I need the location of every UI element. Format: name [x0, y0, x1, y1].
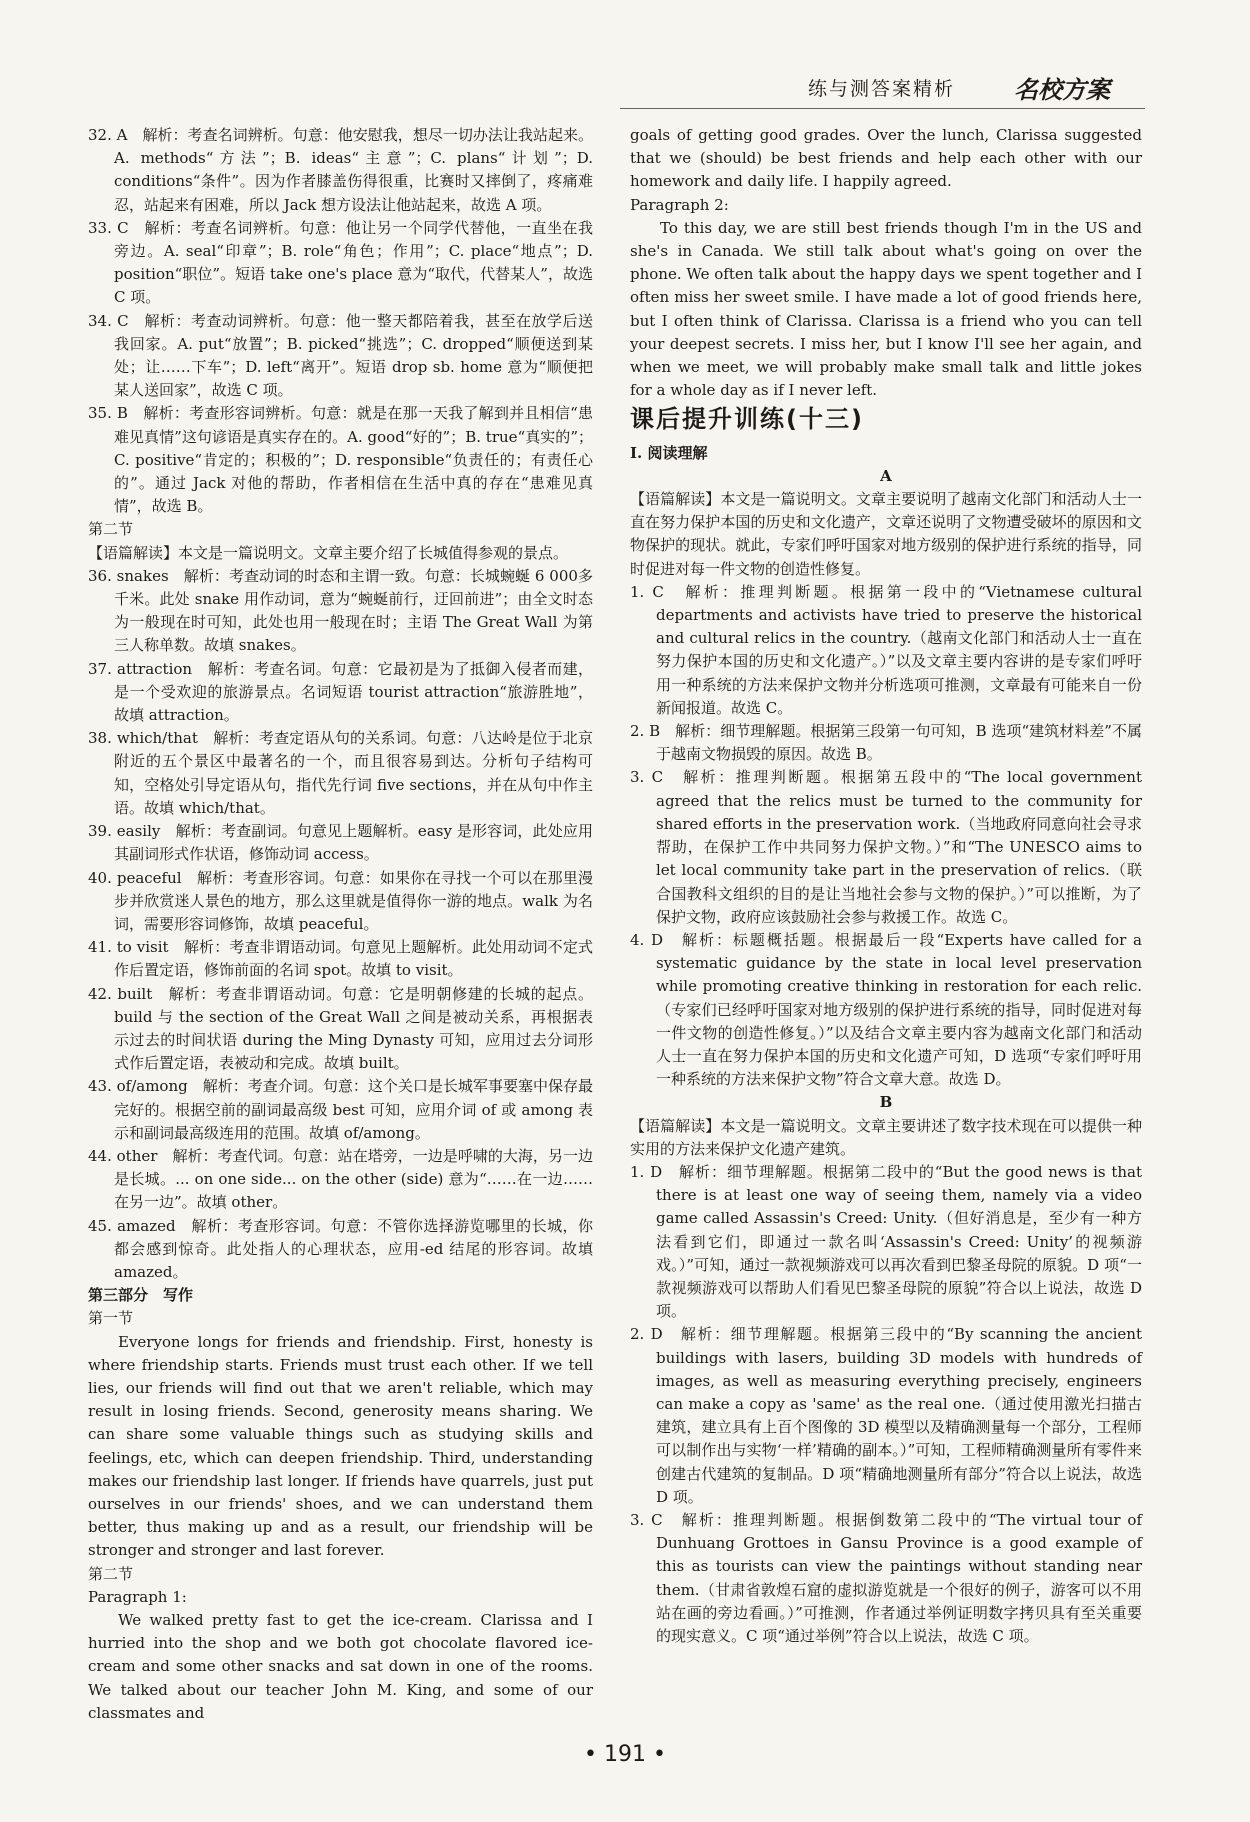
answer-paragraph: 【语篇解读】本文是一篇说明文。文章主要说明了越南文化部门和活动人士一直在努力保护本国的历史和文化遗产，文章还说明了文物遭受破坏的原因和文物保护的现状。就此，专家们呼吁国家对地方级别的保护进行系统的指导，同时促进对每一件文物的创造性修复。	[630, 490, 1142, 578]
answer-paragraph: 41. to visit 解析：考查非谓语动词。句意见上题解析。此处用动词不定式作后置定语，修饰前面的名词 spot。故填 to visit。	[88, 938, 593, 980]
answer-paragraph: 44. other 解析：考查代词。句意：站在塔旁，一边是呼啸的大海，另一边是长城。... on one side... on the other (side) 意为“……在一边……在另一边”。故填 other。	[88, 1146, 593, 1212]
answer-paragraph: 4. D 解析：标题概括题。根据最后一段“Experts have called for a systematic guidance by the state in local level preservation while promoting creative thinking in restoration for each relic.（专家们已经呼吁国家对地方级别的保护进行系统的指导，同时促进对每一件文物的创造性修复。）”以及结合文章主要内容为越南文化部门和活动人士一直在努力保护本国的历史和文化遗产可知，D 选项“专家们呼吁用一种系统的方法来保护文物”符合文章大意。故选 D。	[630, 930, 1142, 1089]
answer-paragraph: 【语篇解读】本文是一篇说明文。文章主要介绍了长城值得参观的景点。	[88, 543, 569, 562]
answer-paragraph: 39. easily 解析：考查副词。句意见上题解析。easy 是形容词，此处应用其副词形式作状语，修饰动词 access。	[88, 822, 593, 864]
answer-paragraph: 第二节	[88, 520, 134, 539]
answer-paragraph: 3. C 解析：推理判断题。根据第五段中的“The local government agreed that the relics must be turned to the community for shared efforts in the preservation work.（当地政府同意向社会寻求帮助，在保护工作中共同努力保护文物。）”和“The UNESCO aims to let local community take part in the preservation of relics.（联合国教科文组织的目的是让当地社会参与文物的保护。）”可以推断，为了保护文物，政府应该鼓励社会参与救援工作。故选 C。	[630, 768, 1142, 926]
page-header	[620, 72, 1145, 109]
answer-paragraph: goals of getting good grades. Over the lunch, Clarissa suggested that we (should) be best friends and help each other with our homework and daily life. I happily agreed.	[630, 126, 1142, 191]
section-title: 课后提升训练(十三)	[630, 405, 864, 434]
answer-paragraph: 38. which/that 解析：考查定语从句的关系词。句意：八达岭是位于北京附近的五个景区中最著名的一个，而且很容易到达。分析句子结构可知，空格处引导定语从句，指代先行词 five sections，并在从句中作主语。故填 which/that。	[88, 729, 593, 817]
page-number: • 191 •	[584, 1742, 666, 1767]
answer-paragraph: 35. B 解析：考查形容词辨析。句意：就是在那一天我了解到并且相信“患难见真情”这句谚语是真实存在的。A. good“好的”；B. true“真实的”；C. positive“肯定的；积极的”；D. responsible“负责任的；有责任心的”。通过 Jack 对他的帮助，作者相信在生活中真的存在“患难见真情”，故选 B。	[88, 404, 593, 516]
answer-paragraph: 37. attraction 解析：考查名词。句意：它最初是为了抵御入侵者而建，是一个受欢迎的旅游景点。名词短语 tourist attraction“旅游胜地”，故填 attraction。	[88, 659, 593, 725]
answer-paragraph: 32. A 解析：考查名词辨析。句意：他安慰我，想尽一切办法让我站起来。A. methods“方法”；B. ideas“主意”；C. plans“计划”；D. conditions“条件”。因为作者膝盖伤得很重，比赛时又摔倒了，疼痛难忍，站起来有困难，所以 Jack 想方设法让他站起来，故选 A 项。	[88, 126, 593, 214]
answer-paragraph: Everyone longs for friends and friendship. First, honesty is where friendship starts. Friends must trust each other. If we tell lies, our friends will find out that we aren't reliable, which may result in losing friends. Second, generosity means sharing. We can share some valuable things such as studying skills and feelings, etc, which can deepen friendship. Third, understanding makes our friendship last longer. If friends have quarrels, just put ourselves in our friends' shoes, and we can understand them better, thus making up and as a result, our friendship will be stronger and stronger and last forever.	[88, 1332, 593, 1560]
answer-paragraph: A	[880, 466, 892, 485]
answer-paragraph: 45. amazed 解析：考查形容词。句意：不管你选择游览哪里的长城，你都会感到惊奇。此处指人的心理状态，应用-ed 结尾的形容词。故填 amazed。	[88, 1216, 593, 1281]
answer-paragraph: 3. C 解析：推理判断题。根据倒数第二段中的“The virtual tour of Dunhuang Grottoes in Gansu Province is a good example of this as tourists can view the paintings without standing near them.（甘肃省敦煌石窟的虚拟游览就是一个很好的例子，游客可以不用站在画的旁边看画。）”可推测，作者通过举例证明数字拷贝具有至关重要的现实意义。C 项“通过举例”符合以上说法，故选 C 项。	[630, 1510, 1142, 1645]
answer-paragraph: 42. built 解析：考查非谓语动词。句意：它是明朝修建的长城的起点。build 与 the section of the Great Wall 之间是被动关系，再根据表示过去的时间状语 during the Ming Dynasty 可知，应用过去分词形式作后置定语，表被动和完成。故填 built。	[88, 984, 593, 1073]
answer-paragraph: Paragraph 1:	[88, 1587, 187, 1606]
essay-continuation	[630, 124, 1142, 402]
answer-paragraph: 2. B 解析：细节理解题。根据第三段第一句可知，B 选项“建筑材料差”不属于越南文物损毁的原因。故选 B。	[630, 722, 1142, 764]
answer-paragraph: 36. snakes 解析：考查动词的时态和主谓一致。句意：长城蜿蜒 6 000多千米。此处 snake 用作动词，意为“蜿蜒前行，迂回前进”；由全文时态为一般现在时可知，此处也用一般现在时；主语 The Great Wall 为第三人称单数。故填 snakes。	[88, 566, 593, 655]
answer-paragraph: 第三部分 写作	[88, 1286, 194, 1305]
publisher-logo: 名校方案	[1014, 75, 1110, 104]
answer-paragraph: 43. of/among 解析：考查介词。句意：这个关口是长城军事要塞中保存最完好的。根据空前的副词最高级 best 可知，应用介词 of 或 among 表示和副词最高级连用的范围。故填 of/among。	[88, 1077, 593, 1142]
answer-paragraph: 34. C 解析：考查动词辨析。句意：他一整天都陪着我，甚至在放学后送我回家。A. put“放置”；B. picked“挑选”；C. dropped“顺便送到某处；让……下车”；D. left“离开”。短语 drop sb. home 意为“顺便把某人送回家”，故选 C 项。	[88, 311, 593, 400]
answer-paragraph: 2. D 解析：细节理解题。根据第三段中的“By scanning the ancient buildings with lasers, building 3D models with hundreds of images, as well as measuring everything precisely, engineers can make a copy as 'same' as the real one.（通过使用激光扫描古建筑，建立具有上百个图像的 3D 模型以及精确测量每一个部分，工程师可以制作出与实物‘一样’精确的副本。）”可知，工程师精确测量所有零件来创建古代建筑的复制品。D 项“精确地测量所有部分”符合以上说法，故选 D 项。	[630, 1325, 1142, 1506]
answer-paragraph: 40. peaceful 解析：考查形容词。句意：如果你在寻找一个可以在那里漫步并欣赏迷人景色的地方，那么这里就是值得你一游的地点。walk 为名词，需要形容词修饰，故填 peaceful。	[88, 868, 593, 933]
left-column	[88, 124, 593, 1725]
answer-paragraph: 1. D 解析：细节理解题。根据第二段中的“But the good news is that there is at least one way of seeing them, namely via a video game called Assassin's Creed: Unity.（但好消息是，至少有一种方法看到它们，即通过一款名叫‘Assassin's Creed: Unity’的视频游戏。）”可知，通过一款视频游戏可以再次看到巴黎圣母院的原貌。D 项“一款视频游戏可以帮助人们看见巴黎圣母院的原貌”符合以上说法，故选 D 项。	[630, 1162, 1142, 1321]
answer-paragraph: 第一节	[88, 1309, 134, 1328]
answer-paragraph: 1. C 解析：推理判断题。根据第一段中的“Vietnamese cultural departments and activists have tried to preserve the historical and cultural relics in the country.（越南文化部门和活动人士一直在努力保护本国的历史和文化遗产。）”以及文章主要内容讲的是专家们呼吁用一种系统的方法来保护文物并分析选项可推测，文章最有可能来自一份新闻报道。故选 C。	[630, 582, 1142, 717]
answer-paragraph: 【语篇解读】本文是一篇说明文。文章主要讲述了数字技术现在可以提供一种实用的方法来保护文化遗产建筑。	[630, 1116, 1142, 1158]
answer-paragraph: 第二节	[88, 1564, 134, 1583]
header-title: 练与测答案精析	[807, 78, 955, 100]
answer-paragraph: B	[879, 1093, 893, 1112]
answer-paragraph: We walked pretty fast to get the ice-cream. Clarissa and I hurried into the shop and we both got chocolate flavored ice-cream and some other snacks and sat down in one of the rooms. We talked about our teacher John M. King, and some of our classmates and	[88, 1611, 593, 1722]
right-column	[630, 124, 1142, 1648]
reading-answers	[630, 442, 1142, 1649]
answer-paragraph: Ⅰ. 阅读理解	[630, 443, 708, 462]
answer-paragraph: 33. C 解析：考查名词辨析。句意：他让另一个同学代替他，一直坐在我旁边。A. seal“印章”；B. role“角色；作用”；C. place“地点”；D. position“职位”。短语 take one's place 意为“取代，代替某人”，故选 C 项。	[88, 218, 593, 307]
answer-paragraph: To this day, we are still best friends though I'm in the US and she's in Canada. We still talk about what's going on over the phone. We often talk about the happy days we spent together and I often miss her sweet smile. I have made a lot of good friends here, but I often think of Clarissa. Clarissa is a friend who you can tell your deepest secrets. I miss her, but I know I'll see her again, and when we meet, we will probably make small talk and little jokes for a whole day as if I never left.	[630, 218, 1142, 400]
answer-paragraph: Paragraph 2:	[630, 195, 729, 214]
